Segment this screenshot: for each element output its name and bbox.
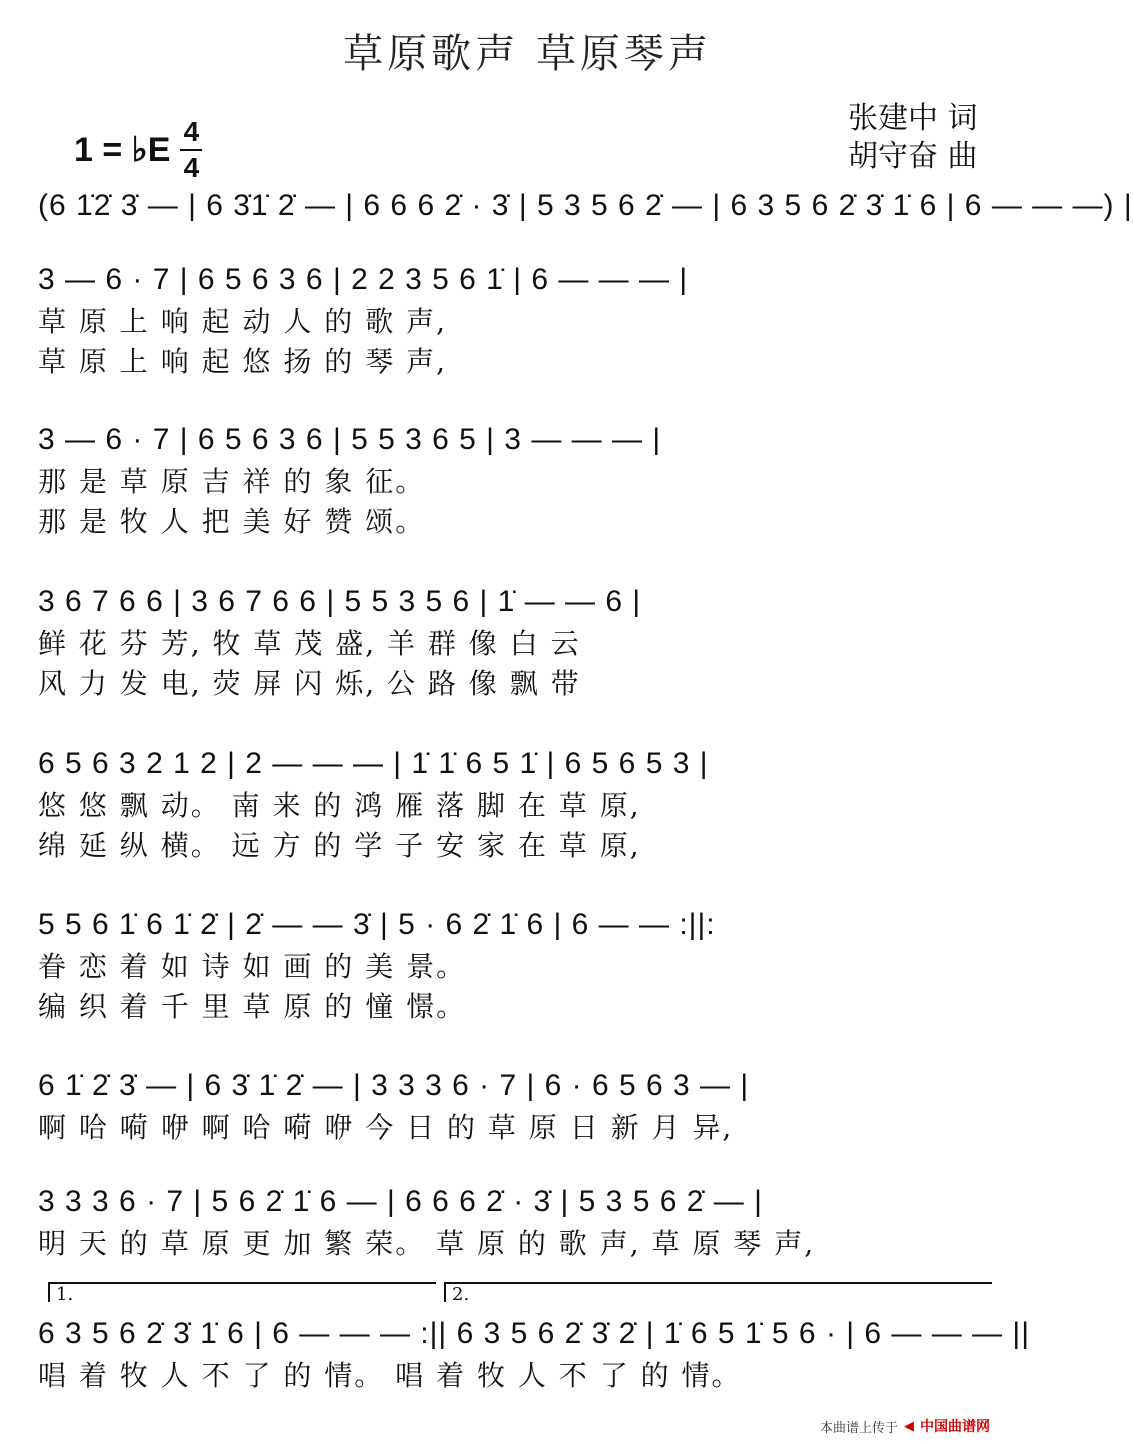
notes-line: 3 — 6 · 7 | 6 5 6 3 6 | 2 2 3 5 6 1̇ | 6 — — — | xyxy=(38,263,689,296)
lyric-verse-1: 明 天 的 草 原 更 加 繁 荣。 草 原 的 歌 声, 草 原 琴 声, xyxy=(38,1227,816,1260)
lyric-verse-1: 唱 着 牧 人 不 了 的 情。 唱 着 牧 人 不 了 的 情。 xyxy=(38,1359,742,1392)
time-numerator: 4 xyxy=(183,116,200,147)
page-title: 草原歌声 草原琴声 xyxy=(343,31,712,77)
time-signature xyxy=(180,118,202,182)
lyric-verse-1: 鲜 花 芬 芳, 牧 草 茂 盛, 羊 群 像 白 云 xyxy=(38,627,581,660)
site-name[interactable]: 中国曲谱网 xyxy=(920,1419,991,1435)
notes-line: 6 1̇ 2̇ 3̇ — | 6 3̇ 1̇ 2̇ — | 3 3 3 6 · 7 | 6 · 6 5 6 3 — | xyxy=(38,1069,750,1102)
uploaded-label: 本曲谱上传于 xyxy=(820,1420,899,1436)
lyric-verse-2: 那 是 牧 人 把 美 好 赞 颂。 xyxy=(38,505,426,538)
notes-line: 5 5 6 1̇ 6 1̇ 2̇ | 2̇ — — 3̇ | 5 · 6 2̇ 1̇ 6 | 6 — — :||: xyxy=(38,908,716,941)
volta-first-ending: 1. xyxy=(48,1282,436,1302)
notes-line: 3 3 3 6 · 7 | 5 6 2̇ 1̇ 6 — | 6 6 6 2̇ · 3̇ | 5 3 5 6 2̇ — | xyxy=(38,1185,763,1218)
fraction-bar xyxy=(180,149,202,151)
key-signature xyxy=(74,118,202,182)
notes-line: 6 5 6 3 2 1 2 | 2 — — — | 1̇ 1̇ 6 5 1̇ | 6 5 6 5 3 | xyxy=(38,747,709,780)
lyric-verse-1: 悠 悠 飘 动。 南 来 的 鸿 雁 落 脚 在 草 原, xyxy=(38,789,641,822)
time-denominator: 4 xyxy=(183,152,200,183)
system-7 xyxy=(38,1180,1013,1264)
system-5 xyxy=(38,903,1013,1027)
credits xyxy=(848,100,978,176)
notes-line: 3 6 7 6 6 | 3 6 7 6 6 | 5 5 3 5 6 | 1̇ — — 6 | xyxy=(38,585,642,618)
system-2 xyxy=(38,418,1013,542)
lyric-verse-2: 风 力 发 电, 荧 屏 闪 烁, 公 路 像 飘 带 xyxy=(38,667,581,700)
volta-second-ending: 2. xyxy=(444,1282,992,1302)
system-8 xyxy=(38,1312,1031,1396)
system-1 xyxy=(38,258,1013,382)
lyric-verse-2: 编 织 着 千 里 草 原 的 憧 憬。 xyxy=(38,990,467,1023)
lyric-verse-1: 啊 哈 嗬 咿 啊 哈 嗬 咿 今 日 的 草 原 日 新 月 异, xyxy=(38,1111,734,1144)
site-logo-icon: ◀ xyxy=(904,1418,915,1434)
lyric-verse-1: 眷 恋 着 如 诗 如 画 的 美 景。 xyxy=(38,950,467,983)
notes-line: 3 — 6 · 7 | 6 5 6 3 6 | 5 5 3 6 5 | 3 — — — | xyxy=(38,423,662,456)
composer: 胡守奋 曲 xyxy=(848,139,978,174)
system-6 xyxy=(38,1064,1013,1148)
system-4 xyxy=(38,742,1013,866)
lyric-verse-1: 草 原 上 响 起 动 人 的 歌 声, xyxy=(38,305,448,338)
lyric-verse-2: 草 原 上 响 起 悠 扬 的 琴 声, xyxy=(38,345,448,378)
system-3 xyxy=(38,580,1013,704)
key-label: 1 = ♭E xyxy=(74,131,171,169)
lyric-verse-2: 绵 延 纵 横。 远 方 的 学 子 安 家 在 草 原, xyxy=(38,829,641,862)
footer-watermark xyxy=(820,1416,990,1436)
lyricist: 张建中 词 xyxy=(848,101,978,136)
notes-line: 6 3 5 6 2̇ 3̇ 1̇ 6 | 6 — — — :|| 6 3 5 6 2̇ 3̇ 2̇ | 1̇ 6 5 1̇ 5 6 · | 6 — — — || xyxy=(38,1317,1031,1350)
intro-notes: (6 1̇2̇ 3̇ — | 6 3̇1̇ 2̇ — | 6 6 6 2̇ · 3̇ | 5 3 5 6 2̇ — | 6 3 5 6 2̇ 3̇ 1̇ 6 | 6 — — —) | xyxy=(38,189,1133,222)
lyric-verse-1: 那 是 草 原 吉 祥 的 象 征。 xyxy=(38,465,426,498)
